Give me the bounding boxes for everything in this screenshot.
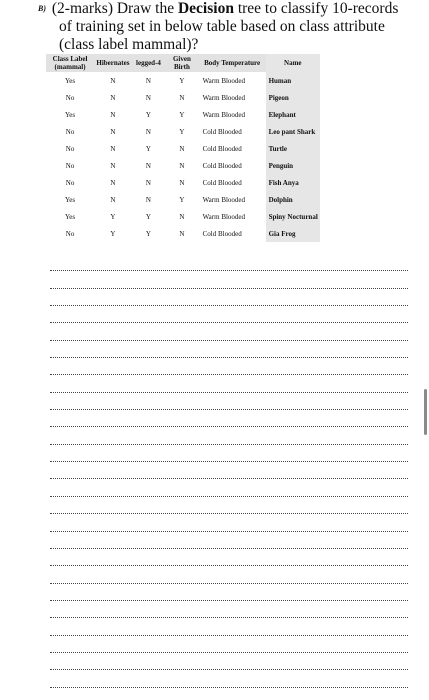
- answer-line: [50, 289, 408, 306]
- answer-line: [50, 479, 408, 496]
- answer-line: [50, 341, 408, 358]
- cell-given-birth: N: [179, 229, 185, 238]
- answer-line: [50, 323, 408, 340]
- table-row: [46, 72, 320, 89]
- cell-given-birth: Y: [179, 76, 185, 85]
- table-row: [46, 123, 320, 140]
- cell-legged-4: N: [145, 93, 151, 102]
- cell-given-birth: N: [179, 144, 185, 153]
- cell-class-label: No: [65, 93, 75, 102]
- cell-given-birth: Y: [179, 127, 185, 136]
- answer-line: [50, 618, 408, 635]
- answer-line: [50, 514, 408, 531]
- answer-line: [50, 271, 408, 288]
- question-label: B): [38, 4, 46, 13]
- table-row: [46, 208, 320, 225]
- cell-hibernates: N: [110, 93, 116, 102]
- answer-line: [50, 410, 408, 427]
- question-line-1-pre: (2-marks) Draw the: [51, 0, 178, 17]
- cell-body-temperature: Warm Blooded: [202, 195, 246, 204]
- cell-legged-4: Y: [145, 110, 151, 119]
- cell-hibernates: N: [110, 127, 116, 136]
- cell-legged-4: Y: [145, 212, 151, 221]
- cell-body-temperature: Cold Blooded: [202, 178, 242, 187]
- table-row: [46, 140, 320, 157]
- question-text: [38, 0, 418, 54]
- table-row: [46, 191, 320, 208]
- cell-hibernates: N: [110, 195, 116, 204]
- scrollbar-thumb[interactable]: [424, 389, 427, 435]
- training-data-table: [46, 54, 320, 242]
- cell-body-temperature: Warm Blooded: [202, 110, 246, 119]
- table-row: [46, 174, 320, 191]
- answer-line: [50, 549, 408, 566]
- cell-name: Fish Anya: [266, 174, 320, 191]
- cell-body-temperature: Cold Blooded: [202, 144, 242, 153]
- cell-body-temperature: Warm Blooded: [202, 93, 246, 102]
- answer-line: [50, 462, 408, 479]
- cell-body-temperature: Cold Blooded: [202, 161, 242, 170]
- cell-class-label: No: [65, 127, 75, 136]
- answer-line: [50, 670, 408, 687]
- answer-line: [50, 445, 408, 462]
- answer-line: [50, 653, 408, 670]
- cell-legged-4: N: [145, 178, 151, 187]
- cell-name: Elephant: [266, 106, 320, 123]
- cell-given-birth: Y: [179, 110, 185, 119]
- cell-hibernates: N: [110, 161, 116, 170]
- header-given-birth: Given Birth: [165, 54, 198, 72]
- cell-name: Pigeon: [266, 89, 320, 106]
- header-body-temperature: Body Temperature: [199, 54, 266, 72]
- cell-hibernates: N: [110, 76, 116, 85]
- cell-hibernates: N: [110, 178, 116, 187]
- cell-legged-4: N: [145, 76, 151, 85]
- answer-line: [50, 566, 408, 583]
- cell-given-birth: N: [179, 212, 185, 221]
- cell-name: Dolphin: [266, 191, 320, 208]
- answer-line: [50, 532, 408, 549]
- header-hibernates: Hibernates: [94, 54, 132, 72]
- cell-body-temperature: Warm Blooded: [202, 212, 246, 221]
- cell-legged-4: Y: [145, 229, 151, 238]
- table-row: [46, 225, 320, 242]
- cell-legged-4: N: [145, 195, 151, 204]
- answer-line: [50, 358, 408, 375]
- header-name: Name: [266, 54, 320, 72]
- answer-line: [50, 636, 408, 653]
- cell-class-label: Yes: [64, 212, 76, 221]
- table-row: [46, 157, 320, 174]
- cell-class-label: No: [65, 178, 75, 187]
- cell-legged-4: N: [145, 161, 151, 170]
- table-header-row: [46, 54, 320, 72]
- cell-hibernates: Y: [110, 212, 116, 221]
- cell-hibernates: Y: [110, 229, 116, 238]
- answer-line: [50, 254, 408, 271]
- table-row: [46, 106, 320, 123]
- cell-legged-4: Y: [145, 144, 151, 153]
- answer-line: [50, 601, 408, 618]
- table-row: [46, 89, 320, 106]
- cell-given-birth: N: [179, 161, 185, 170]
- cell-given-birth: Y: [179, 195, 185, 204]
- cell-given-birth: N: [179, 178, 185, 187]
- cell-body-temperature: Cold Blooded: [202, 229, 242, 238]
- answer-line: [50, 375, 408, 392]
- cell-given-birth: N: [179, 93, 185, 102]
- question-line-1-bold: Decision: [177, 0, 234, 17]
- answer-lines: [50, 254, 408, 688]
- cell-body-temperature: Warm Blooded: [202, 76, 246, 85]
- cell-hibernates: N: [110, 144, 116, 153]
- header-class-label: Class Label (mammal): [46, 54, 94, 72]
- cell-name: Leo pant Shark: [266, 123, 320, 140]
- cell-legged-4: N: [145, 127, 151, 136]
- cell-class-label: No: [65, 229, 75, 238]
- question-line-1: [38, 0, 418, 18]
- cell-name: Penguin: [266, 157, 320, 174]
- cell-name: Gia Frog: [266, 225, 320, 242]
- question-line-3: (class label mammal)?: [59, 36, 199, 53]
- answer-line: [50, 393, 408, 410]
- question-line-1-post: tree to classify 10-records: [233, 0, 399, 17]
- cell-name: Spiny Nocturnal: [266, 208, 320, 225]
- cell-class-label: Yes: [64, 110, 76, 119]
- cell-class-label: Yes: [64, 76, 76, 85]
- cell-name: Turtle: [266, 140, 320, 157]
- answer-line: [50, 497, 408, 514]
- answer-line: [50, 306, 408, 323]
- answer-line: [50, 427, 408, 444]
- cell-class-label: No: [65, 144, 75, 153]
- question-line-2: of training set in below table based on class attribute: [59, 18, 385, 35]
- cell-name: Human: [266, 72, 320, 89]
- cell-body-temperature: Cold Blooded: [202, 127, 242, 136]
- cell-hibernates: N: [110, 110, 116, 119]
- answer-line: [50, 584, 408, 601]
- header-legged-4: legged-4: [132, 54, 165, 72]
- cell-class-label: No: [65, 161, 75, 170]
- cell-class-label: Yes: [64, 195, 76, 204]
